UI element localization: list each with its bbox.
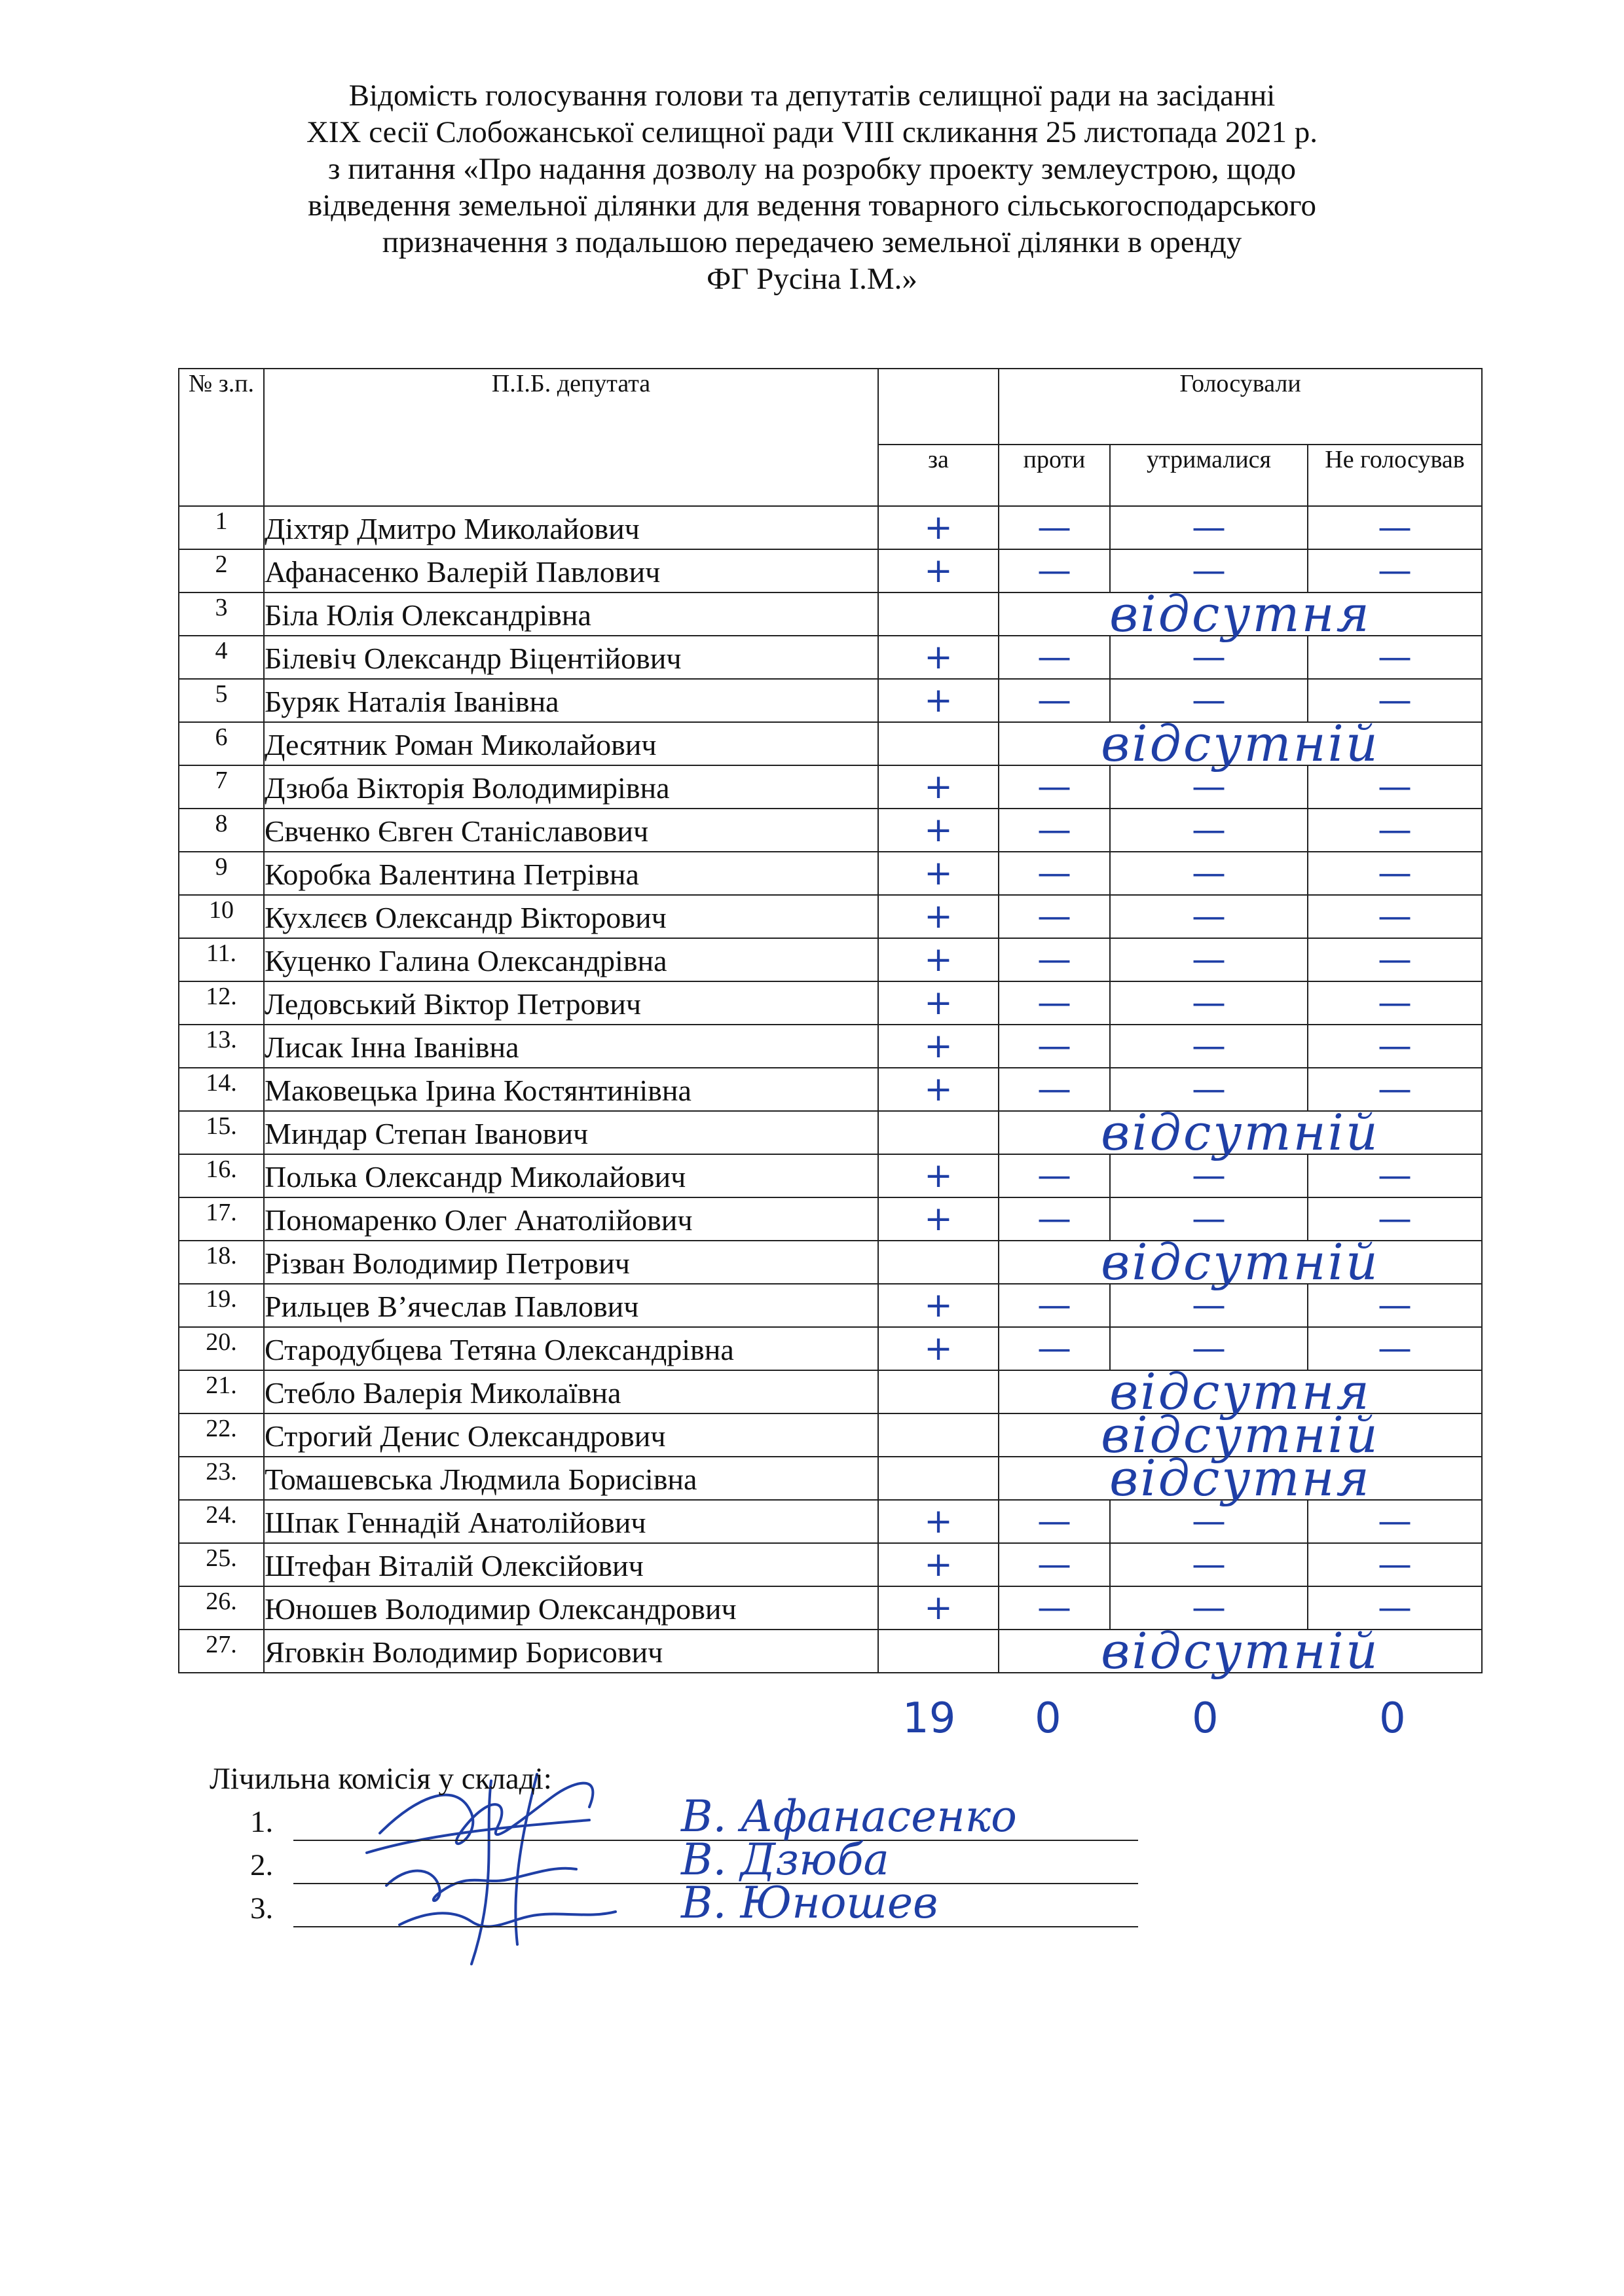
vote-not-voted-mark: —	[1308, 1025, 1482, 1068]
vote-for-mark: +	[878, 636, 999, 679]
total-not-voted: 0	[1379, 1694, 1406, 1743]
vote-abstained-mark: —	[1110, 938, 1308, 981]
deputy-name: Пономаренко Олег Анатолійович	[264, 1197, 878, 1241]
vote-not-voted-mark: —	[1308, 765, 1482, 809]
vote-abstained-mark: —	[1110, 549, 1308, 592]
vote-against-mark: —	[999, 679, 1110, 722]
row-number: 7	[179, 765, 264, 809]
header-for: за	[878, 445, 999, 506]
table-row	[179, 1241, 1482, 1284]
vote-abstained-mark: —	[1110, 636, 1308, 679]
row-number: 20.	[179, 1327, 264, 1370]
vote-for-mark: +	[878, 1500, 999, 1543]
deputy-name: Діхтяр Дмитро Миколайович	[264, 506, 878, 549]
vote-abstained-mark: —	[1110, 809, 1308, 852]
vote-for-cell	[878, 1111, 999, 1154]
vote-against-mark: —	[999, 1025, 1110, 1068]
counting-commission	[210, 1761, 1192, 1929]
row-number: 21.	[179, 1370, 264, 1413]
vote-not-voted-mark: —	[1308, 1197, 1482, 1241]
vote-against-mark: —	[999, 549, 1110, 592]
row-number: 10	[179, 895, 264, 938]
vote-not-voted-mark: —	[1308, 636, 1482, 679]
deputy-name: Миндар Степан Іванович	[264, 1111, 878, 1154]
deputy-name: Юношев Володимир Олександрович	[264, 1586, 878, 1630]
vote-for-mark: +	[878, 938, 999, 981]
deputy-name: Різван Володимир Петрович	[264, 1241, 878, 1284]
vote-for-cell	[878, 1370, 999, 1413]
vote-against-mark: —	[999, 1197, 1110, 1241]
title-line: призначення з подальшою передачею земельної ділянки в оренду	[382, 225, 1242, 259]
vote-for-mark: +	[878, 1586, 999, 1630]
deputy-name: Яговкін Володимир Борисович	[264, 1630, 878, 1673]
deputy-name: Ледовський Віктор Петрович	[264, 981, 878, 1025]
vote-against-mark: —	[999, 506, 1110, 549]
vote-for-mark: +	[878, 981, 999, 1025]
vote-abstained-mark: —	[1110, 852, 1308, 895]
table-row	[179, 506, 1482, 549]
vote-for-mark: +	[878, 1154, 999, 1197]
row-number: 5	[179, 679, 264, 722]
row-number: 26.	[179, 1586, 264, 1630]
table-row	[179, 938, 1482, 981]
title-line: XIX сесії Слобожанської селищної ради VIII скликання 25 листопада 2021 р.	[306, 115, 1318, 149]
vote-not-voted-mark: —	[1308, 852, 1482, 895]
vote-not-voted-mark: —	[1308, 938, 1482, 981]
vote-abstained-mark: —	[1110, 1543, 1308, 1586]
deputy-name: Маковецька Ірина Костянтинівна	[264, 1068, 878, 1111]
vote-for-mark: +	[878, 765, 999, 809]
vote-not-voted-mark: —	[1308, 809, 1482, 852]
vote-against-mark: —	[999, 981, 1110, 1025]
deputy-name: Томашевська Людмила Борисівна	[264, 1457, 878, 1500]
absent-mark: відсутній	[999, 1111, 1482, 1154]
vote-for-mark: +	[878, 1327, 999, 1370]
deputy-name: Полька Олександр Миколайович	[264, 1154, 878, 1197]
vote-against-mark: —	[999, 636, 1110, 679]
total-for: 19	[902, 1694, 956, 1743]
row-number: 1	[179, 506, 264, 549]
member-name: В. Юношев	[681, 1878, 938, 1928]
row-number: 18.	[179, 1241, 264, 1284]
vote-not-voted-mark: —	[1308, 895, 1482, 938]
absent-mark: відсутня	[999, 1457, 1482, 1500]
table-row	[179, 809, 1482, 852]
vote-abstained-mark: —	[1110, 895, 1308, 938]
vote-for-cell	[878, 722, 999, 765]
commission-title: Лічильна комісія у складі:	[210, 1762, 552, 1796]
deputy-name: Білевіч Олександр Віцентійович	[264, 636, 878, 679]
vote-for-cell	[878, 592, 999, 636]
vote-against-mark: —	[999, 895, 1110, 938]
voting-table	[178, 368, 1483, 1680]
vote-for-mark: +	[878, 1284, 999, 1327]
row-number: 11.	[179, 938, 264, 981]
row-number: 22.	[179, 1413, 264, 1457]
header-num: № з.п.	[179, 369, 264, 506]
row-number: 3	[179, 592, 264, 636]
vote-against-mark: —	[999, 809, 1110, 852]
row-number: 12.	[179, 981, 264, 1025]
vote-for-mark: +	[878, 506, 999, 549]
vote-abstained-mark: —	[1110, 1197, 1308, 1241]
vote-abstained-mark: —	[1110, 1154, 1308, 1197]
row-number: 15.	[179, 1111, 264, 1154]
table-row	[179, 722, 1482, 765]
vote-abstained-mark: —	[1110, 1025, 1308, 1068]
vote-not-voted-mark: —	[1308, 1068, 1482, 1111]
vote-not-voted-mark: —	[1308, 679, 1482, 722]
table-row	[179, 852, 1482, 895]
absent-mark: відсутня	[999, 592, 1482, 636]
member-number: 3.	[250, 1891, 274, 1925]
vote-for-mark: +	[878, 1068, 999, 1111]
vote-for-mark: +	[878, 1025, 999, 1068]
vote-abstained-mark: —	[1110, 1500, 1308, 1543]
vote-against-mark: —	[999, 1586, 1110, 1630]
table-row	[179, 981, 1482, 1025]
vote-against-mark: —	[999, 1154, 1110, 1197]
deputy-name: Штефан Віталій Олексійович	[264, 1543, 878, 1586]
vote-against-mark: —	[999, 765, 1110, 809]
vote-not-voted-mark: —	[1308, 1586, 1482, 1630]
commission-member	[210, 1878, 1192, 1929]
table-row	[179, 1630, 1482, 1673]
absent-mark: відсутній	[999, 1241, 1482, 1284]
vote-abstained-mark: —	[1110, 765, 1308, 809]
row-number: 23.	[179, 1457, 264, 1500]
row-number: 8	[179, 809, 264, 852]
vote-for-cell	[878, 1241, 999, 1284]
table-row	[179, 1543, 1482, 1586]
header-not-voted: Не голосував	[1308, 445, 1482, 506]
vote-for-mark: +	[878, 1197, 999, 1241]
member-name: В. Дзюба	[681, 1834, 889, 1885]
row-number: 19.	[179, 1284, 264, 1327]
vote-for-mark: +	[878, 679, 999, 722]
vote-against-mark: —	[999, 1284, 1110, 1327]
table-row	[179, 1457, 1482, 1500]
title-line: відведення земельної ділянки для ведення товарного сільськогосподарського	[308, 189, 1316, 223]
vote-not-voted-mark: —	[1308, 1284, 1482, 1327]
deputy-name: Десятник Роман Миколайович	[264, 722, 878, 765]
row-number: 24.	[179, 1500, 264, 1543]
table-row	[179, 895, 1482, 938]
table-row	[179, 592, 1482, 636]
vote-for-mark: +	[878, 1543, 999, 1586]
row-number: 2	[179, 549, 264, 592]
vote-against-mark: —	[999, 852, 1110, 895]
row-number: 6	[179, 722, 264, 765]
table-row	[179, 1111, 1482, 1154]
document-title	[118, 77, 1506, 297]
table-row	[179, 1025, 1482, 1068]
deputy-name: Рильцев В’ячеслав Павлович	[264, 1284, 878, 1327]
title-line: ФГ Русіна І.М.»	[707, 262, 917, 296]
title-line: з питання «Про надання дозволу на розробку проекту землеустрою, щодо	[327, 152, 1297, 186]
total-abstained: 0	[1192, 1694, 1219, 1743]
deputy-name: Біла Юлія Олександрівна	[264, 592, 878, 636]
vote-not-voted-mark: —	[1308, 506, 1482, 549]
vote-abstained-mark: —	[1110, 1068, 1308, 1111]
deputy-name: Куценко Галина Олександрівна	[264, 938, 878, 981]
absent-mark: відсутній	[999, 1630, 1482, 1673]
vote-for-mark: +	[878, 895, 999, 938]
absent-mark: відсутній	[999, 1413, 1482, 1457]
deputy-name: Буряк Наталія Іванівна	[264, 679, 878, 722]
header-name: П.І.Б. депутата	[264, 369, 878, 506]
header-against: проти	[999, 445, 1110, 506]
vote-not-voted-mark: —	[1308, 1327, 1482, 1370]
row-number: 17.	[179, 1197, 264, 1241]
deputy-name: Лисак Інна Іванівна	[264, 1025, 878, 1068]
header-abstained: утрималися	[1110, 445, 1308, 506]
total-against: 0	[1035, 1694, 1061, 1743]
vote-against-mark: —	[999, 1500, 1110, 1543]
row-number: 27.	[179, 1630, 264, 1673]
row-number: 16.	[179, 1154, 264, 1197]
vote-against-mark: —	[999, 1543, 1110, 1586]
deputy-name: Афанасенко Валерій Павлович	[264, 549, 878, 592]
vote-for-mark: +	[878, 852, 999, 895]
deputy-name: Строгий Денис Олександрович	[264, 1413, 878, 1457]
absent-mark: відсутній	[999, 722, 1482, 765]
title-line: Відомість голосування голови та депутатів селищної ради на засіданні	[348, 79, 1276, 113]
vote-not-voted-mark: —	[1308, 549, 1482, 592]
deputy-name: Стародубцева Тетяна Олександрівна	[264, 1327, 878, 1370]
vote-abstained-mark: —	[1110, 981, 1308, 1025]
table-body	[179, 506, 1482, 1680]
vote-not-voted-mark: —	[1308, 1500, 1482, 1543]
member-number: 2.	[250, 1848, 274, 1882]
deputy-name: Дзюба Вікторія Володимирівна	[264, 765, 878, 809]
vote-not-voted-mark: —	[1308, 1543, 1482, 1586]
vote-not-voted-mark: —	[1308, 981, 1482, 1025]
deputy-name: Євченко Євген Станіславович	[264, 809, 878, 852]
vote-abstained-mark: —	[1110, 1586, 1308, 1630]
deputy-name: Стебло Валерія Миколаївна	[264, 1370, 878, 1413]
vote-for-cell	[878, 1630, 999, 1673]
vote-for-mark: +	[878, 549, 999, 592]
row-number: 25.	[179, 1543, 264, 1586]
member-name: В. Афанасенко	[681, 1791, 1017, 1842]
row-number: 4	[179, 636, 264, 679]
deputy-name: Шпак Геннадій Анатолійович	[264, 1500, 878, 1543]
row-number: 14.	[179, 1068, 264, 1111]
vote-abstained-mark: —	[1110, 1327, 1308, 1370]
vote-against-mark: —	[999, 938, 1110, 981]
deputy-name: Коробка Валентина Петрівна	[264, 852, 878, 895]
vote-against-mark: —	[999, 1327, 1110, 1370]
vote-for-cell	[878, 1457, 999, 1500]
vote-abstained-mark: —	[1110, 1284, 1308, 1327]
row-number: 13.	[179, 1025, 264, 1068]
row-number: 9	[179, 852, 264, 895]
vote-against-mark: —	[999, 1068, 1110, 1111]
header-voted: Голосували	[999, 369, 1482, 445]
deputy-name: Кухлєєв Олександр Вікторович	[264, 895, 878, 938]
header-blank	[878, 369, 999, 445]
vote-abstained-mark: —	[1110, 506, 1308, 549]
member-number: 1.	[250, 1805, 274, 1839]
vote-not-voted-mark: —	[1308, 1154, 1482, 1197]
vote-abstained-mark: —	[1110, 679, 1308, 722]
vote-for-mark: +	[878, 809, 999, 852]
vote-for-cell	[878, 1413, 999, 1457]
absent-mark: відсутня	[999, 1370, 1482, 1413]
